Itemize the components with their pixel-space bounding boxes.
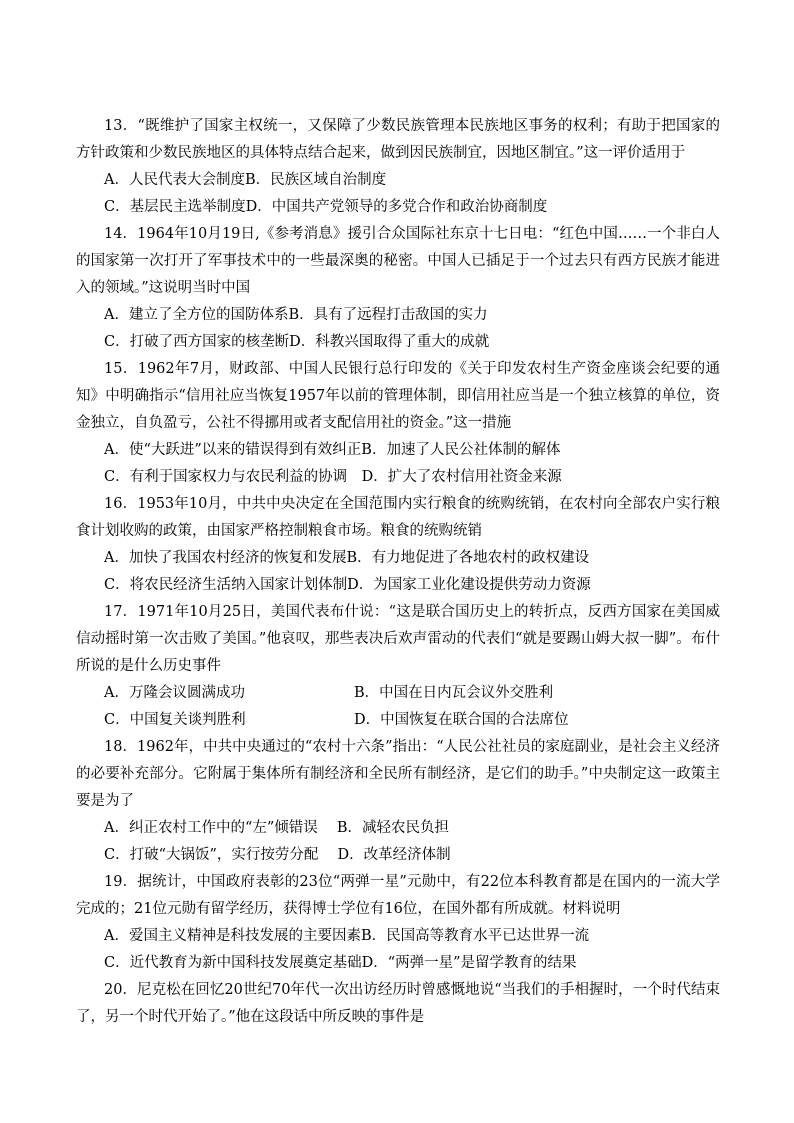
question-stem: 14．1964年10月19日,《参考消息》援引合众国际社东京十七日电：“红色中国……一个非白人的国家第一次打开了军事技术中的一些最深奥的秘密。中国人已插足于一个过去只有西方民族才能进入的领域。”这说明当时中国: [76, 226, 720, 296]
option-line: A．人民代表大会制度B．民族区域自治制度: [104, 172, 387, 188]
option-line: A．使“大跃进”以来的错误得到有效纠正B．加速了人民公社体制的解体: [104, 442, 561, 458]
option-d: D．中国恢复在联合国的合法席位: [354, 712, 569, 728]
question-stem: 19．据统计，中国政府表彰的23位“两弹一星”元勋中，有22位本科教育都是在国内的一流大学完成的；21位元勋有留学经历，获得博士学位有16位，在国外都有所成就。材料说明: [76, 874, 720, 917]
question-17: [76, 599, 720, 734]
question-stem: 18．1962年，中共中央通过的“农村十六条”指出：“人民公社社员的家庭副业，是社会主义经济的必要补充部分。它附属于集体所有制经济和全民所有制经济，是它们的助手。”中央制定这一政策主要是为了: [76, 739, 720, 809]
question-20: [76, 977, 720, 1031]
option-b: B．中国在日内瓦会议外交胜利: [354, 685, 554, 701]
option-line: C．近代教育为新中国科技发展奠定基础D．“两弹一星”是留学教育的结果: [104, 955, 577, 971]
option-row: [76, 707, 720, 734]
question-16: [76, 491, 720, 599]
option-line: A．加快了我国农村经济的恢复和发展B．有力地促进了各地农村的政权建设: [104, 550, 590, 566]
question-stem: 15．1962年7月，财政部、中国人民银行总行印发的《关于印发农村生产资金座谈会纪要的通知》中明确指示“信用社应当恢复1957年以前的管理体制，即信用社应当是一个独立核算的单位，资金独立，自负盈亏，公社不得挪用或者支配信用社的资金。”这一措施: [76, 361, 720, 431]
option-row: [76, 680, 720, 707]
question-stem: 16．1953年10月，中共中央决定在全国范围内实行粮食的统购统销，在农村向全部农户实行粮食计划收购的政策，由国家严格控制粮食市场。粮食的统购统销: [76, 496, 720, 539]
question-list: [76, 113, 720, 1031]
question-18: [76, 734, 720, 869]
option-a: A．万隆会议圆满成功: [104, 685, 245, 701]
option-c: C．中国复关谈判胜利: [104, 712, 246, 728]
option-line: C．基层民主选举制度D．中国共产党领导的多党合作和政治协商制度: [104, 199, 548, 215]
option-line: A．建立了全方位的国防体系B．具有了远程打击敌国的实力: [104, 307, 488, 323]
option-line: C．将农民经济生活纳入国家计划体制D．为国家工业化建设提供劳动力资源: [104, 577, 591, 593]
option-line: C．有利于国家权力与农民利益的协调 D．扩大了农村信用社资金来源: [104, 469, 562, 485]
question-13: [76, 113, 720, 221]
question-14: [76, 221, 720, 356]
option-line: A．纠正农村工作中的“左”倾错误 B．减轻农民负担: [104, 820, 450, 836]
option-line: A．爱国主义精神是科技发展的主要因素B．民国高等教育水平已达世界一流: [104, 928, 590, 944]
question-15: [76, 356, 720, 491]
option-line: C．打破了西方国家的核垄断D．科教兴国取得了重大的成就: [104, 334, 490, 350]
question-stem: 20．尼克松在回忆20世纪70年代一次出访经历时曾感慨地说“当我们的手相握时，一个时代结束了，另一个时代开始了。”他在这段话中所反映的事件是: [76, 982, 720, 1025]
question-19: [76, 869, 720, 977]
question-stem: 17．1971年10月25日，美国代表布什说：“这是联合国历史上的转折点，反西方国家在美国威信动摇时第一次击败了美国。”他哀叹，那些表决后欢声雷动的代表们“就是要踢山姆大叔一脚”。布什所说的是什么历史事件: [76, 604, 720, 674]
question-stem: 13．“既维护了国家主权统一，又保障了少数民族管理本民族地区事务的权利；有助于把国家的方针政策和少数民族地区的具体特点结合起来，做到因民族制宜，因地区制宜。”这一评价适用于: [76, 118, 720, 161]
option-line: C．打破“大锅饭”，实行按劳分配 D．改革经济体制: [104, 847, 451, 863]
